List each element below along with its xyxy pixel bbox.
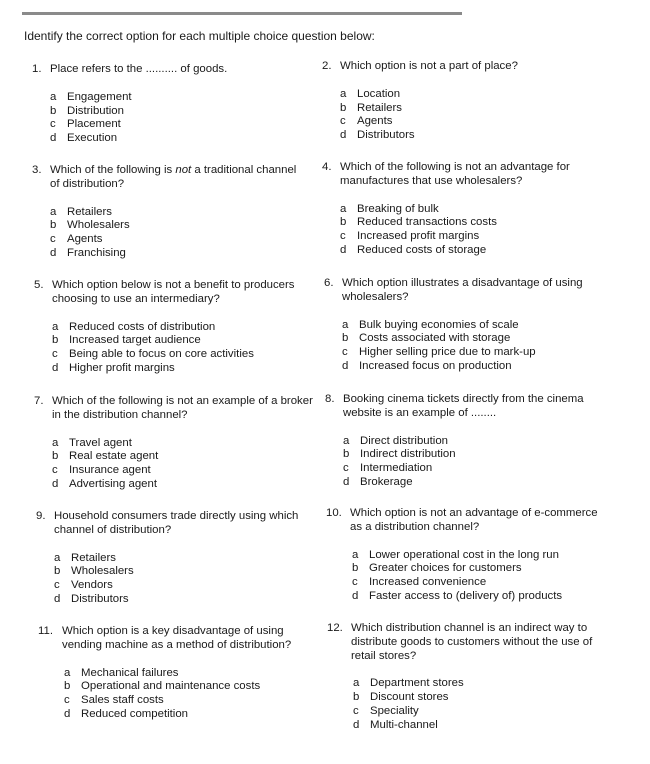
question-text: Which of the following is not a traditional channel of distribution?	[50, 164, 297, 190]
question-5	[34, 279, 316, 376]
option-a[interactable]: a Mechanical failures	[64, 666, 179, 679]
question-text: Household consumers trade directly using which channel of distribution?	[54, 510, 299, 536]
option-c[interactable]: c Intermediation	[343, 462, 433, 475]
question-9	[36, 510, 314, 607]
option-d[interactable]: d Increased focus on production	[342, 359, 512, 372]
option-b[interactable]: b Real estate agent	[52, 450, 159, 463]
question-4	[322, 161, 602, 258]
option-d[interactable]: d Faster access to (delivery of) products	[352, 589, 563, 602]
question-1	[32, 63, 302, 146]
question-text: Which option is not a part of place?	[340, 60, 518, 72]
option-d[interactable]: d Reduced costs of storage	[340, 243, 487, 256]
option-a[interactable]: a Breaking of bulk	[340, 202, 439, 215]
option-a[interactable]: a Lower operational cost in the long run	[352, 548, 559, 561]
question-7	[34, 395, 314, 492]
option-c[interactable]: c Agents	[50, 233, 103, 246]
option-b[interactable]: b Wholesalers	[54, 565, 134, 578]
option-b[interactable]: b Distribution	[50, 104, 124, 117]
question-number: 9.	[36, 510, 46, 522]
option-c[interactable]: c Being able to focus on core activities	[52, 348, 254, 361]
option-d[interactable]: d Multi-channel	[353, 718, 438, 731]
option-b[interactable]: b Wholesalers	[50, 219, 130, 232]
option-b[interactable]: b Costs associated with storage	[342, 332, 511, 345]
option-a[interactable]: a Department stores	[353, 677, 464, 690]
option-b[interactable]: b Increased target audience	[52, 334, 201, 347]
option-b[interactable]: b Greater choices for customers	[352, 562, 522, 575]
option-c[interactable]: c Placement	[50, 118, 121, 131]
question-number: 5.	[34, 279, 44, 291]
question-number: 2.	[322, 60, 332, 72]
option-b[interactable]: b Retailers	[340, 101, 402, 114]
question-text: Which option illustrates a disadvantage of using wholesalers?	[342, 277, 583, 303]
question-text: Which of the following is not an advantage for manufactures that use wholesalers?	[340, 161, 570, 187]
option-a[interactable]: a Location	[340, 87, 401, 100]
question-number: 6.	[324, 277, 334, 289]
question-3	[32, 164, 304, 261]
question-text: Which option below is not a benefit to producers choosing to use an intermediary?	[52, 279, 295, 305]
option-c[interactable]: c Speciality	[353, 704, 419, 717]
question-number: 7.	[34, 395, 44, 407]
option-b[interactable]: b Reduced transactions costs	[340, 216, 497, 229]
option-a[interactable]: a Engagement	[50, 90, 132, 103]
question-number: 12.	[327, 622, 343, 634]
question-12	[327, 622, 603, 733]
option-b[interactable]: b Discount stores	[353, 691, 449, 704]
option-d[interactable]: d Advertising agent	[52, 477, 158, 490]
question-number: 4.	[322, 161, 332, 173]
option-c[interactable]: c Increased convenience	[352, 576, 487, 589]
top-divider	[22, 12, 462, 15]
option-a[interactable]: a Travel agent	[52, 436, 132, 449]
question-text: Which distribution channel is an indirect way to distribute goods to customers without the use of retail stores?	[351, 622, 593, 662]
question-text: Place refers to the .......... of goods.	[50, 63, 228, 75]
option-d[interactable]: d Higher profit margins	[52, 361, 175, 374]
question-text: Which option is not an advantage of e-commerce as a distribution channel?	[350, 507, 598, 533]
question-number: 10.	[326, 507, 342, 519]
option-d[interactable]: d Reduced competition	[64, 707, 189, 720]
option-c[interactable]: c Sales staff costs	[64, 694, 164, 707]
option-a[interactable]: a Reduced costs of distribution	[52, 320, 216, 333]
option-a[interactable]: a Retailers	[54, 551, 116, 564]
option-c[interactable]: c Increased profit margins	[340, 230, 480, 243]
question-number: 1.	[32, 63, 42, 75]
instruction-text: Identify the correct option for each multiple choice question below:	[24, 29, 375, 43]
option-d[interactable]: d Distributors	[340, 129, 415, 142]
question-10	[326, 507, 606, 604]
question-number: 11.	[38, 625, 53, 637]
question-text: Which of the following is not an example of a broker in the distribution channel?	[52, 395, 313, 421]
question-11	[38, 625, 306, 722]
option-d[interactable]: d Distributors	[54, 592, 129, 605]
option-c[interactable]: c Vendors	[54, 579, 113, 592]
option-c[interactable]: c Insurance agent	[52, 464, 151, 477]
option-d[interactable]: d Brokerage	[343, 475, 413, 488]
question-text: Booking cinema tickets directly from the cinema website is an example of ........	[343, 393, 584, 419]
option-c[interactable]: c Agents	[340, 115, 393, 128]
option-c[interactable]: c Higher selling price due to mark-up	[342, 346, 536, 359]
option-b[interactable]: b Operational and maintenance costs	[64, 680, 261, 693]
option-d[interactable]: d Franchising	[50, 246, 126, 259]
option-a[interactable]: a Direct distribution	[343, 434, 448, 447]
question-2	[322, 60, 612, 143]
question-text: Which option is a key disadvantage of using vending machine as a method of distribution?	[62, 625, 292, 651]
option-b[interactable]: b Indirect distribution	[343, 448, 456, 461]
question-number: 3.	[32, 164, 42, 176]
option-d[interactable]: d Execution	[50, 132, 118, 145]
option-a[interactable]: a Bulk buying economies of scale	[342, 318, 519, 331]
question-number: 8.	[325, 393, 335, 405]
option-a[interactable]: a Retailers	[50, 205, 112, 218]
question-8	[325, 393, 601, 490]
question-6	[324, 277, 604, 374]
